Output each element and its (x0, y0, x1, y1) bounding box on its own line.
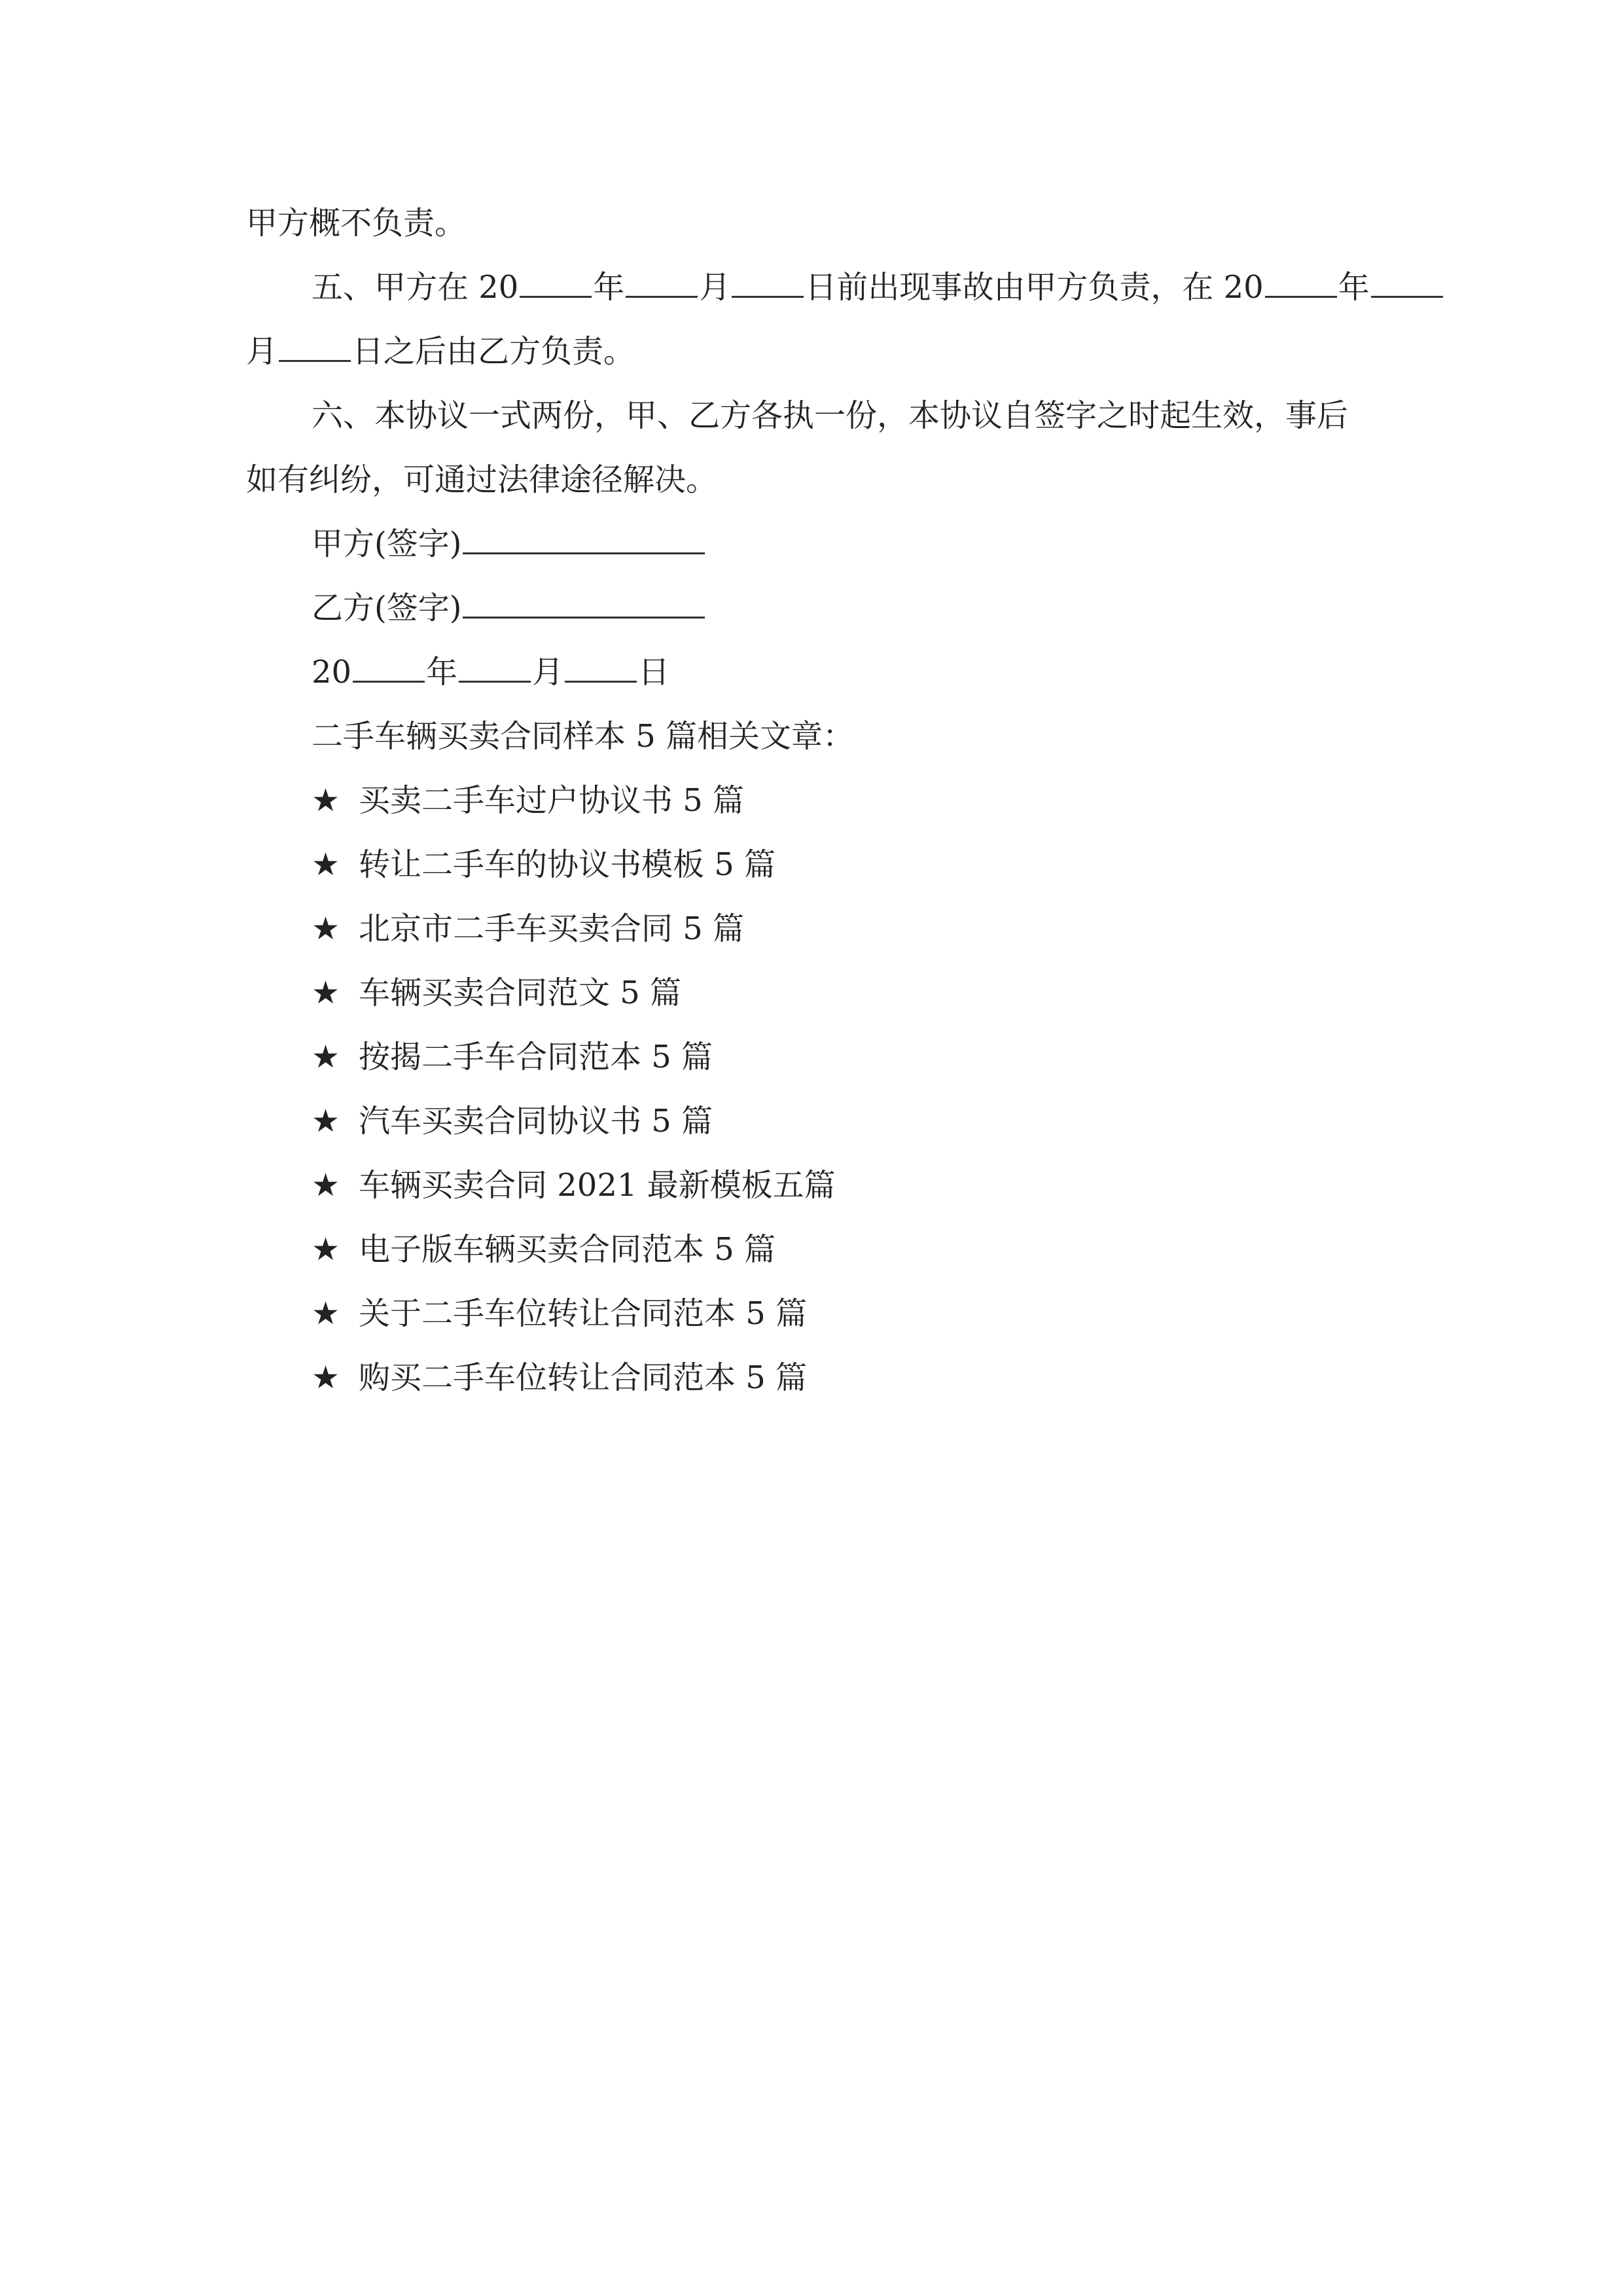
star-icon: ★ (312, 846, 340, 883)
related-article-link[interactable] (246, 1346, 1377, 1410)
related-article-title: 按揭二手车合同范本 5 篇 (359, 1039, 713, 1075)
month2-blank-start (1371, 270, 1443, 298)
related-article-title: 购买二手车位转让合同范本 5 篇 (359, 1359, 808, 1396)
related-article-title: 关于二手车位转让合同范本 5 篇 (359, 1295, 808, 1332)
star-icon: ★ (312, 782, 340, 819)
paragraph-4-tail-text: 甲方概不负责。 (246, 205, 467, 242)
related-article-title: 转让二手车的协议书模板 5 篇 (359, 846, 776, 883)
party-a-signature (246, 512, 1377, 576)
star-icon: ★ (312, 975, 340, 1011)
related-article-link[interactable] (246, 1025, 1377, 1089)
related-article-link[interactable] (246, 768, 1377, 833)
year-blank (520, 270, 592, 298)
related-article-link[interactable] (246, 1217, 1377, 1282)
paragraph-4-tail (246, 191, 1377, 255)
day2-blank (279, 334, 351, 362)
related-article-link[interactable] (246, 1282, 1377, 1346)
para5-year2: 年 (1338, 269, 1370, 306)
signing-date (246, 640, 1377, 704)
party-a-label: 甲方(签字) (312, 526, 462, 562)
related-articles-heading (246, 704, 1377, 768)
date-prefix: 20 (312, 654, 352, 691)
para5-month: 月 (699, 269, 731, 306)
related-article-link[interactable] (246, 833, 1377, 897)
related-article-link[interactable] (246, 1153, 1377, 1217)
para5-month2: 月 (246, 333, 278, 370)
date-day: 日 (638, 654, 670, 691)
party-b-label: 乙方(签字) (312, 590, 462, 626)
paragraph-5-line-2 (246, 319, 1377, 384)
party-a-signature-line (463, 526, 705, 554)
date-year-blank (353, 655, 425, 683)
para5-day-before: 日前出现事故由甲方负责，在 20 (805, 269, 1264, 306)
star-icon: ★ (312, 910, 340, 947)
document-body (246, 191, 1377, 1410)
paragraph-5-line-1 (246, 255, 1377, 319)
paragraph-6-line-1 (246, 384, 1377, 448)
related-article-title: 买卖二手车过户协议书 5 篇 (359, 782, 745, 819)
para5-day-after: 日之后由乙方负责。 (352, 333, 635, 370)
related-article-title: 电子版车辆买卖合同范本 5 篇 (359, 1231, 776, 1268)
para5-year: 年 (593, 269, 625, 306)
star-icon: ★ (312, 1103, 340, 1139)
date-day-blank (565, 655, 637, 683)
star-icon: ★ (312, 1231, 340, 1268)
related-article-title: 北京市二手车买卖合同 5 篇 (359, 910, 745, 947)
date-year: 年 (426, 654, 458, 691)
related-article-title: 车辆买卖合同 2021 最新模板五篇 (359, 1167, 836, 1204)
related-article-title: 汽车买卖合同协议书 5 篇 (359, 1103, 713, 1139)
related-article-link[interactable] (246, 961, 1377, 1025)
year2-blank (1265, 270, 1337, 298)
month-blank (626, 270, 698, 298)
party-b-signature (246, 576, 1377, 640)
date-month-blank (459, 655, 531, 683)
para5-prefix: 五、甲方在 20 (312, 269, 519, 306)
day-blank (732, 270, 804, 298)
para6-line1-text: 六、本协议一式两份，甲、乙方各执一份，本协议自签字之时起生效，事后 (312, 397, 1349, 434)
related-articles-list (246, 768, 1377, 1410)
date-month: 月 (532, 654, 564, 691)
star-icon: ★ (312, 1359, 340, 1396)
party-b-signature-line (463, 590, 705, 619)
paragraph-6-line-2 (246, 448, 1377, 512)
star-icon: ★ (312, 1167, 340, 1204)
related-article-link[interactable] (246, 897, 1377, 961)
star-icon: ★ (312, 1295, 340, 1332)
related-article-link[interactable] (246, 1089, 1377, 1153)
related-article-title: 车辆买卖合同范文 5 篇 (359, 975, 682, 1011)
star-icon: ★ (312, 1039, 340, 1075)
para6-line2-text: 如有纠纷，可通过法律途径解决。 (246, 461, 718, 498)
related-heading-text: 二手车辆买卖合同样本 5 篇相关文章： (312, 718, 855, 755)
